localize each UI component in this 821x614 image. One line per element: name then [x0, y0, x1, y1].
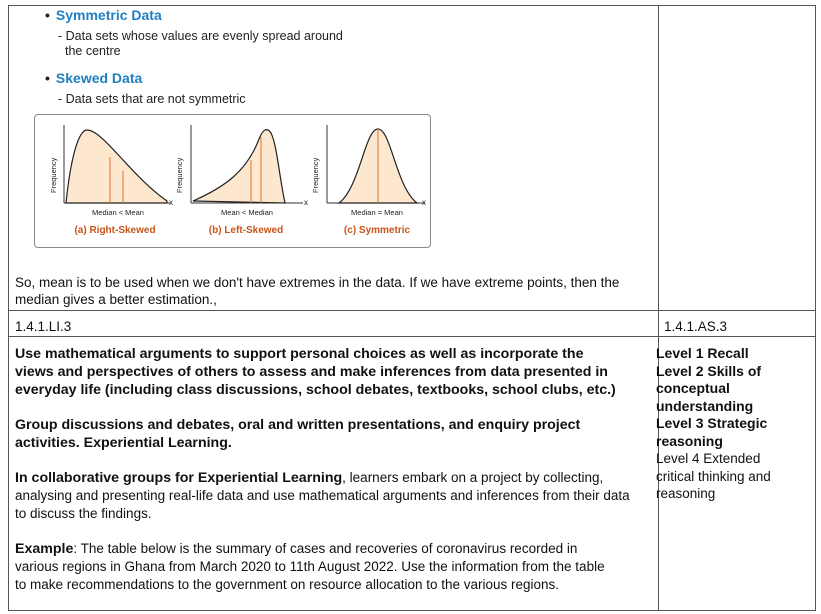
panel-relation: Median = Mean	[351, 208, 403, 217]
text-line: views and perspectives of others to assess and make inferences from data presented in	[15, 364, 608, 380]
text-line: median gives a better estimation.,	[15, 292, 217, 307]
column-divider	[658, 6, 659, 610]
row-divider-1	[9, 310, 815, 311]
bullet-title: Skewed Data	[55, 70, 143, 86]
level-line: Level 2 Skills of	[656, 362, 762, 379]
level-line: Level 1 Recall	[656, 345, 749, 361]
y-axis-label: Frequency	[311, 157, 320, 193]
level-line: conceptual	[656, 380, 730, 396]
skewness-figure	[34, 114, 431, 248]
text-run: , learners embark on a project by collecting,	[342, 470, 604, 485]
text-line: activities. Experiential Learning.	[15, 435, 232, 451]
level-line: reasoning	[656, 432, 723, 449]
bullet-skewed: • Skewed Data	[45, 70, 143, 86]
panel-symmetric	[327, 125, 425, 203]
desc-line: the centre	[65, 44, 121, 58]
panel-left-skewed	[191, 125, 303, 203]
symmetric-desc	[58, 29, 343, 59]
panel-caption: (b) Left-Skewed	[208, 225, 284, 236]
y-axis-label: Frequency	[49, 157, 58, 193]
x-axis-label: x	[169, 198, 173, 207]
text-line: Group discussions and debates, oral and written presentations, and enquiry project	[15, 417, 581, 433]
bullet-title: Symmetric Data	[55, 7, 162, 23]
skewed-desc: - Data sets that are not symmetric	[58, 92, 246, 106]
text-line: So, mean is to be used when we don't have extremes in the data. If we have extreme points, then the	[15, 275, 620, 290]
level-line: Level 3 Strategic	[656, 415, 768, 431]
row-divider-2	[9, 336, 815, 337]
pedagogy-text	[15, 416, 580, 452]
bullet-symmetric: • Symmetric Data	[45, 7, 162, 23]
bold-lead: Example	[15, 541, 74, 557]
panel-caption: (c) Symmetric	[343, 225, 411, 236]
text-line: analysing and presenting real-life data and use mathematical arguments and inferences from their data	[15, 488, 630, 503]
panel-relation: Mean < Median	[221, 208, 273, 217]
panel-relation: Median < Mean	[92, 208, 144, 217]
bold-lead: In collaborative groups for Experiential Learning	[15, 470, 343, 486]
text-line: Use mathematical arguments to support personal choices as well as incorporate the	[15, 346, 584, 362]
collab-text	[15, 469, 630, 523]
level-line: reasoning	[656, 486, 716, 501]
desc-line: - Data sets whose values are evenly spread around	[58, 29, 343, 43]
indicator-code: 1.4.1.LI.3	[15, 319, 72, 334]
text-run: : The table below is the summary of cases and recoveries of coronavirus recorded in	[73, 541, 578, 556]
level-line: critical thinking and	[656, 468, 771, 484]
level-line: understanding	[656, 397, 754, 414]
panel-right-skewed	[64, 125, 170, 203]
text-line: to discuss the findings.	[15, 506, 152, 521]
text-line: to make recommendations to the government on resource allocation to the various regions.	[15, 577, 560, 592]
text-line: various regions in Ghana from March 2020 to 11th August 2022. Use the information from the table	[15, 559, 605, 574]
text-line: everyday life (including class discussions, school debates, textbooks, school clubs, etc.)	[15, 382, 616, 398]
summary-text	[15, 274, 619, 308]
curve	[66, 130, 167, 203]
indicator-text	[15, 345, 616, 399]
x-axis-label: x	[304, 198, 308, 207]
example-text	[15, 540, 605, 594]
level-line: Level 4 Extended	[656, 451, 761, 466]
x-axis-label: x	[422, 198, 426, 207]
assessment-code: 1.4.1.AS.3	[664, 319, 728, 334]
dok-levels	[656, 345, 771, 503]
y-axis-label: Frequency	[175, 157, 184, 193]
curve	[193, 130, 285, 203]
panel-caption: (a) Right-Skewed	[74, 225, 156, 236]
